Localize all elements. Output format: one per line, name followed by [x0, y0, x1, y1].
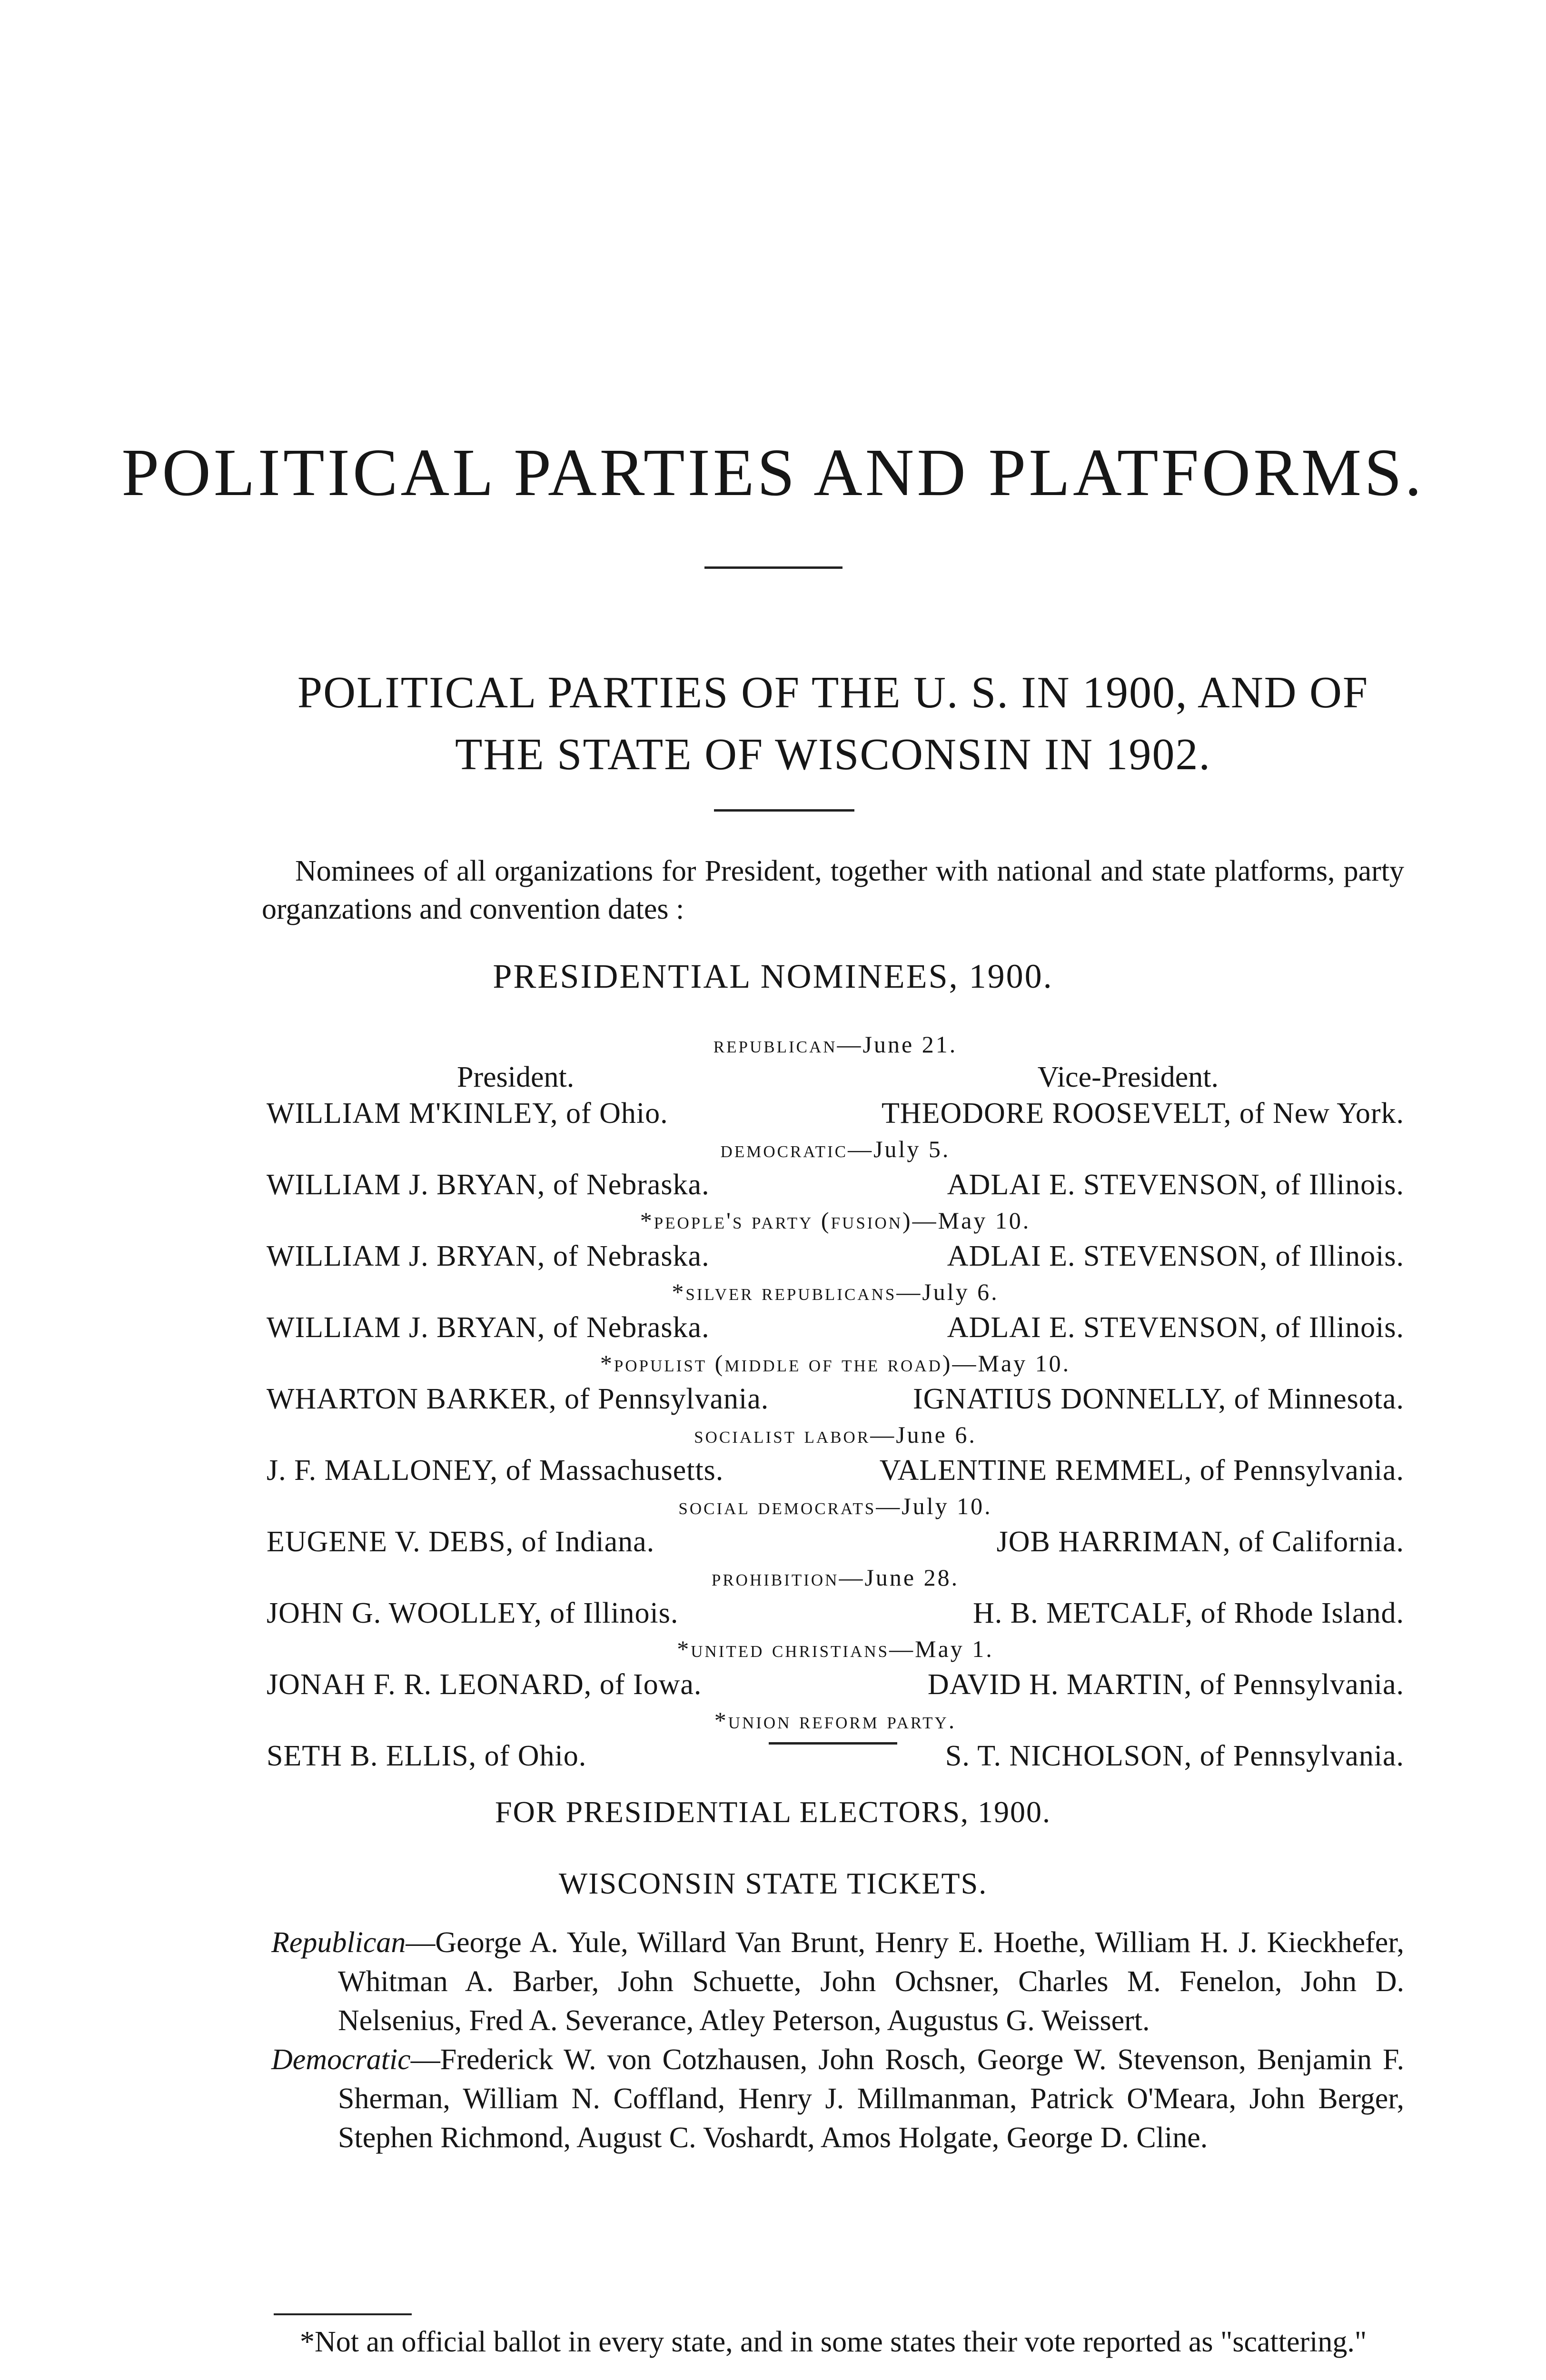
subtitle-divider	[714, 809, 854, 812]
party-name: united christians	[691, 1636, 890, 1662]
party-name: prohibition	[711, 1564, 839, 1591]
footnote: *Not an official ballot in every state, and in some states their vote reported as "scattering."	[300, 2326, 1367, 2358]
president-nominee: WILLIAM J. BRYAN, of Nebraska.	[267, 1169, 710, 1201]
president-nominee: WILLIAM M'KINLEY, of Ohio.	[267, 1097, 668, 1130]
party-name: republican	[713, 1031, 837, 1058]
party-date: —June 6.	[870, 1421, 977, 1448]
party-heading	[267, 1633, 1404, 1665]
presidential-nominees-heading: PRESIDENTIAL NOMINEES, 1900.	[493, 957, 1053, 995]
president-nominee: SETH B. ELLIS, of Ohio.	[267, 1740, 587, 1772]
party-heading	[267, 1204, 1404, 1237]
nominee-row	[267, 1165, 1404, 1204]
party-marker: *	[714, 1707, 728, 1734]
party-name: democratic	[720, 1136, 848, 1162]
party-heading	[267, 1133, 1404, 1165]
ticket-party: Republican	[271, 1926, 406, 1959]
party-date: —May 1.	[889, 1636, 994, 1662]
party-name: social democrats	[678, 1493, 876, 1519]
nominees-list	[267, 1028, 1404, 1775]
party-date: —May 10.	[952, 1350, 1071, 1377]
party-name: union reform party.	[728, 1707, 957, 1734]
party-date: —May 10.	[912, 1207, 1031, 1234]
wisconsin-tickets-heading: WISCONSIN STATE TICKETS.	[558, 1866, 988, 1900]
president-nominee: J. F. MALLONEY, of Massachusetts.	[267, 1454, 724, 1487]
president-nominee: WHARTON BARKER, of Pennsylvania.	[267, 1383, 769, 1415]
party-date: —June 21.	[837, 1031, 958, 1058]
party-marker: *	[600, 1350, 614, 1377]
title-divider	[704, 566, 842, 569]
page-title: POLITICAL PARTIES AND PLATFORMS.	[121, 435, 1425, 510]
president-nominee: EUGENE V. DEBS, of Indiana.	[267, 1526, 655, 1558]
party-heading	[267, 1561, 1404, 1594]
vice-president-nominee: ADLAI E. STEVENSON, of Illinois.	[947, 1240, 1404, 1272]
vice-president-nominee: THEODORE ROOSEVELT, of New York.	[881, 1097, 1404, 1130]
party-heading	[267, 1028, 1404, 1061]
vice-president-column-label: Vice-President.	[1037, 1061, 1219, 1093]
party-heading	[267, 1704, 1404, 1736]
party-name: silver republicans	[685, 1279, 897, 1305]
column-labels	[267, 1061, 1404, 1094]
footnote-divider	[274, 2313, 412, 2315]
subtitle-line-1: POLITICAL PARTIES OF THE U. S. IN 1900, AND OF	[297, 668, 1369, 717]
president-nominee: JONAH F. R. LEONARD, of Iowa.	[267, 1668, 702, 1701]
party-date: —July 5.	[848, 1136, 951, 1162]
ticket-party: Democratic	[271, 2043, 411, 2076]
vice-president-nominee: ADLAI E. STEVENSON, of Illinois.	[947, 1311, 1404, 1344]
president-nominee: JOHN G. WOOLLEY, of Illinois.	[267, 1597, 679, 1629]
vice-president-nominee: DAVID H. MARTIN, of Pennsylvania.	[927, 1668, 1404, 1701]
party-name: people's party (fusion)	[654, 1207, 912, 1234]
party-date: —July 10.	[876, 1493, 992, 1519]
vice-president-nominee: ADLAI E. STEVENSON, of Illinois.	[947, 1169, 1404, 1201]
president-nominee: WILLIAM J. BRYAN, of Nebraska.	[267, 1311, 710, 1344]
nominee-row	[267, 1522, 1404, 1561]
vice-president-nominee: VALENTINE REMMEL, of Pennsylvania.	[879, 1454, 1404, 1487]
party-heading	[267, 1418, 1404, 1451]
nominee-row	[267, 1594, 1404, 1633]
president-nominee: WILLIAM J. BRYAN, of Nebraska.	[267, 1240, 710, 1272]
nominee-row	[267, 1665, 1404, 1704]
nominee-row	[267, 1379, 1404, 1418]
ticket-names: —Frederick W. von Cotzhausen, John Rosch, George W. Stevenson, Benjamin F. Sherman, William N. Coffland, Henry J. Millmanman, Patrick O'Meara, John Berger, Stephen Richmond, August C. Voshardt, Amos Holgate, George D. Cline.	[338, 2043, 1404, 2154]
vice-president-nominee: JOB HARRIMAN, of California.	[996, 1526, 1404, 1558]
president-column-label: President.	[457, 1061, 575, 1093]
subtitle	[248, 662, 1418, 785]
elector-ticket	[271, 1923, 1404, 2040]
elector-ticket	[271, 2040, 1404, 2157]
vice-president-nominee: H. B. METCALF, of Rhode Island.	[972, 1597, 1404, 1629]
party-heading	[267, 1276, 1404, 1308]
nominee-row	[267, 1237, 1404, 1276]
party-marker: *	[640, 1207, 654, 1234]
subtitle-line-2: THE STATE OF WISCONSIN IN 1902.	[455, 730, 1211, 779]
party-date: —July 6.	[896, 1279, 999, 1305]
party-marker: *	[677, 1636, 691, 1662]
ticket-names: —George A. Yule, Willard Van Brunt, Henry E. Hoethe, William H. J. Kieckhefer, Whitman A. Barber, John Schuette, John Ochsner, Charles M. Fenelon, John D. Nelsenius, Fred A. Severance, Atley Peterson, Augustus G. Weissert.	[338, 1926, 1404, 2037]
intro-paragraph: Nominees of all organizations for President, together with national and state platforms, party organzations and convention dates :	[262, 855, 1404, 925]
party-heading	[267, 1490, 1404, 1522]
party-date: —June 28.	[839, 1564, 960, 1591]
nominees-divider	[769, 1742, 897, 1745]
nominee-row	[267, 1451, 1404, 1490]
party-heading	[267, 1347, 1404, 1379]
party-name: socialist labor	[694, 1421, 871, 1448]
presidential-electors-heading: FOR PRESIDENTIAL ELECTORS, 1900.	[495, 1795, 1051, 1829]
vice-president-nominee: IGNATIUS DONNELLY, of Minnesota.	[912, 1383, 1404, 1415]
nominee-row	[267, 1308, 1404, 1347]
nominee-row	[267, 1094, 1404, 1133]
party-name: populist (middle of the road)	[614, 1350, 952, 1377]
vice-president-nominee: S. T. NICHOLSON, of Pennsylvania.	[945, 1740, 1404, 1772]
party-marker: *	[672, 1279, 686, 1305]
wisconsin-ticket-list	[271, 1923, 1404, 2157]
